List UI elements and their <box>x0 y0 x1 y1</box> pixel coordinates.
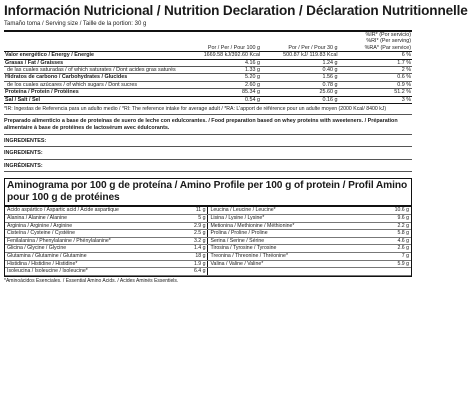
value-per-30g: 0.78 g <box>261 81 339 88</box>
reference-intake-percent: 3 % <box>339 96 412 103</box>
amino-acid-name: Cisteína / Cysteine / Cystéine <box>5 230 159 238</box>
header-spacer <box>4 45 184 52</box>
amino-acid-name: Fenilalanina / Phenylalanine / Phénylalanine* <box>5 237 159 245</box>
amino-acid-name: Leucina / Leucine / Leucine* <box>208 207 362 214</box>
amino-acid-name <box>208 268 362 276</box>
nutrient-name: de las cuales saturadas / of which saturates / Dont acides gras saturés <box>4 67 184 74</box>
ingredients-block <box>4 163 412 170</box>
ingredients-heading: INGREDIENTES: <box>4 137 47 144</box>
nutrition-table <box>4 30 412 104</box>
amino-acid-value: 10.6 g <box>362 207 411 214</box>
amino-acid-value: 7 g <box>362 253 411 261</box>
table-row <box>5 215 411 223</box>
preparation-statement: Preparado alimenticio a base de proteínas de suero de leche con edulcorantes. / Food preparation based on whey proteins with sweeteners. / Préparation alimentaire à base de protéines de lactosérum avec édulcorants. <box>4 118 398 132</box>
table-header-row <box>4 45 412 52</box>
amino-footnote: *Aminoácidos Esenciales. / Essential Amino Acids. / Acides Aminés Essentiels. <box>4 277 179 284</box>
amino-acid-name: Ácido aspártico / Aspartic acid / Acide aspartique <box>5 207 159 214</box>
table-row <box>5 230 411 238</box>
value-per-30g: 500.87 kJ/ 119.83 Kcal <box>261 52 339 59</box>
ingredients-block <box>4 138 412 145</box>
column-header-reference-intake: %IR* (Por servicio) <box>365 32 411 38</box>
value-per-30g: 25.60 g <box>261 89 339 96</box>
divider <box>4 159 412 160</box>
amino-acid-value: 5 g <box>159 215 208 223</box>
value-per-100g: 0.54 g <box>184 96 262 103</box>
nutrient-name: Grasas / Fat / Graisses <box>4 59 184 66</box>
amino-acid-value: 5.8 g <box>362 230 411 238</box>
amino-acid-value: 2.2 g <box>362 222 411 230</box>
amino-acid-name: Lisina / Lysine / Lysine* <box>208 215 362 223</box>
amino-acid-name: Metionina / Methionine / Méthionine* <box>208 222 362 230</box>
reference-intake-percent: 1.7 % <box>339 59 412 66</box>
amino-acid-value: 9.6 g <box>362 215 411 223</box>
value-per-100g: 5.20 g <box>184 74 262 81</box>
nutrient-name: Hidratos de carbono / Carbohydrates / Glucides <box>4 74 184 81</box>
reference-intake-percent: 6 % <box>339 52 412 59</box>
amino-acid-value: 3.2 g <box>159 237 208 245</box>
amino-acid-value <box>362 268 411 276</box>
header-spacer <box>184 31 262 38</box>
table-row <box>5 237 411 245</box>
table-row <box>4 52 412 59</box>
table-row <box>4 89 412 96</box>
reference-intake-percent: 51.2 % <box>339 89 412 96</box>
amino-acid-value: 2.9 g <box>159 222 208 230</box>
table-row <box>5 245 411 253</box>
amino-acid-name: Glutamina / Glutamine / Glutamine <box>5 253 159 261</box>
page-title: Información Nutricional / Nutrition Declaration / Déclaration Nutritionnelle <box>4 3 468 18</box>
value-per-30g: 0.40 g <box>261 67 339 74</box>
column-header-per30: Por / Per / Pour 30 g <box>261 45 339 52</box>
amino-acid-value: 11 g <box>159 207 208 214</box>
value-per-100g: 1.33 g <box>184 67 262 74</box>
reference-intake-percent: 0.6 % <box>339 74 412 81</box>
ingredients-heading: INGREDIENTS: <box>4 150 43 157</box>
value-per-100g: 2.60 g <box>184 81 262 88</box>
amino-acid-value: 2.5 g <box>159 230 208 238</box>
table-row <box>5 253 411 261</box>
amino-acid-value: 2.6 g <box>362 245 411 253</box>
value-per-30g: 1.56 g <box>261 74 339 81</box>
table-row <box>5 222 411 230</box>
nutrient-name: Sal / Salt / Sel <box>4 96 184 103</box>
amino-acid-name: Valina / Valine / Valine* <box>208 260 362 268</box>
amino-acid-name: Glicina / Glycine / Glycine <box>5 245 159 253</box>
divider <box>4 171 412 172</box>
value-per-100g: 1669.58 kJ/392.60 Kcal <box>184 52 262 59</box>
table-row <box>4 67 412 74</box>
reference-intake-percent: 2 % <box>339 67 412 74</box>
divider <box>4 114 412 115</box>
header-spacer <box>4 31 184 38</box>
ingredients-heading: INGRÉDIENTS: <box>4 162 43 169</box>
table-row <box>4 96 412 103</box>
nutrient-name: de los cuales azúcares / of which sugars / Dont sucres <box>4 81 184 88</box>
nutrient-name: Valor energético / Energy / Énergie <box>4 52 184 59</box>
amino-acid-value: 6.4 g <box>159 268 208 276</box>
table-row <box>4 81 412 88</box>
nutrition-label <box>4 2 468 284</box>
table-header-row <box>4 31 412 38</box>
amino-acid-name: Tirosina / Tyrosine / Tyrosine <box>208 245 362 253</box>
column-header-per100: Por / Per / Pour 100 g <box>184 45 262 52</box>
amino-acid-name: Prolina / Proline / Proline <box>208 230 362 238</box>
table-row <box>4 74 412 81</box>
amino-acid-name: Serina / Serine / Sérine <box>208 237 362 245</box>
table-row <box>5 268 411 276</box>
amino-acid-value: 4.6 g <box>362 237 411 245</box>
nutrient-name: Proteína / Protein / Protéines <box>4 89 184 96</box>
amino-acid-value: 1.4 g <box>159 245 208 253</box>
value-per-30g: 1.24 g <box>261 59 339 66</box>
amino-acid-value: 5.9 g <box>362 260 411 268</box>
amino-acid-name: Alanina / Alanine / Alanine <box>5 215 159 223</box>
amino-profile-title: Aminograma por 100 g de proteína / Amino Profile per 100 g of protein / Profil Amino pour 100 g de protéines <box>5 179 411 207</box>
column-header-reference-intake: %RA* (Par service) <box>339 45 412 52</box>
divider <box>4 146 412 147</box>
table-row <box>5 260 411 268</box>
table-row <box>5 207 411 214</box>
ingredients-section <box>4 138 412 173</box>
amino-acid-name: Arginina / Arginine / Arginine <box>5 222 159 230</box>
value-per-30g: 0.16 g <box>261 96 339 103</box>
amino-profile-table <box>5 207 411 275</box>
reference-intake-percent: 0.9 % <box>339 81 412 88</box>
amino-profile-box <box>4 178 412 276</box>
ingredients-block <box>4 150 412 157</box>
header-spacer <box>261 31 339 38</box>
value-per-100g: 4.16 g <box>184 59 262 66</box>
amino-acid-value: 1.9 g <box>159 260 208 268</box>
serving-size: Tamaño toma / Serving size / Taille de la portion: 30 g <box>4 21 147 27</box>
table-row <box>4 59 412 66</box>
amino-acid-value: 18 g <box>159 253 208 261</box>
column-header-reference-intake: %RI* (Per serving) <box>366 38 411 45</box>
amino-acid-name: Histidina / Histidine / Histidine* <box>5 260 159 268</box>
reference-intake-footnote: *IR: Ingestas de Referencia para un adulto medio / *RI: The reference intake for average adult / *RA: L'apport de référence pour un adulte moyen (2000 Kcal/ 8400 kJ) <box>4 106 387 113</box>
amino-acid-name: Treonina / Threonine / Thréonine* <box>208 253 362 261</box>
divider <box>4 134 412 135</box>
value-per-100g: 85.34 g <box>184 89 262 96</box>
amino-acid-name: Isoleucina / Isoleucine / Isoleucine* <box>5 268 159 276</box>
